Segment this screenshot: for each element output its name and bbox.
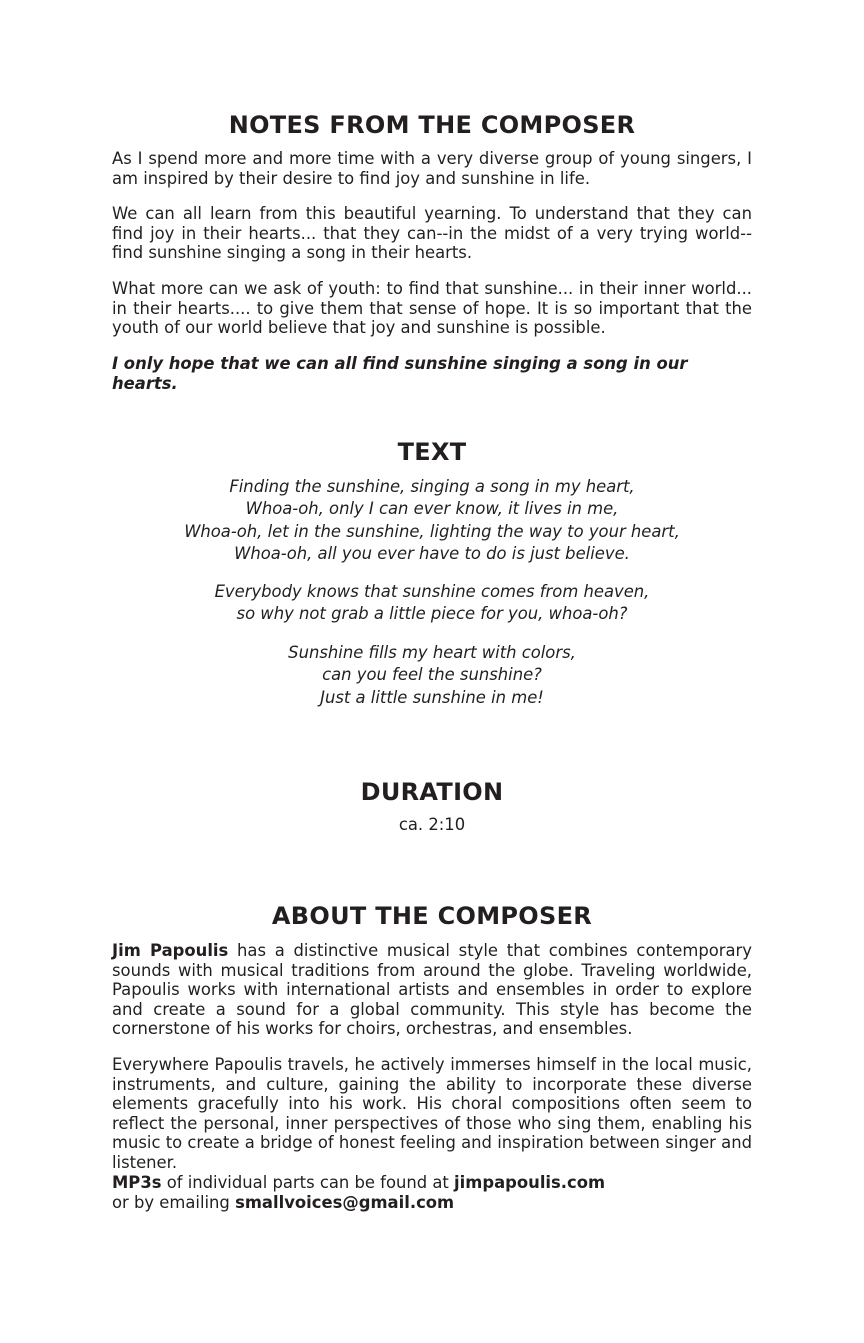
composer-name: Jim Papoulis xyxy=(112,941,229,960)
website-link[interactable]: jimpapoulis.com xyxy=(454,1173,606,1192)
lyric-line: Whoa-oh, only I can ever know, it lives in me, xyxy=(245,499,619,519)
email-link[interactable]: smallvoices@gmail.com xyxy=(235,1192,455,1212)
notes-paragraph-3: What more can we ask of youth: to find that sunshine... in their inner world... in their hearts.... to give them that sense of hope. It is so important that the youth of our world believe that joy and sunshine is possible. xyxy=(112,279,752,338)
duration-heading: DURATION xyxy=(360,778,504,806)
about-heading: ABOUT THE COMPOSER xyxy=(271,902,593,930)
lyric-line: Finding the sunshine, singing a song in my heart, xyxy=(229,477,635,496)
contact-info xyxy=(112,1173,752,1212)
text-heading: TEXT xyxy=(397,438,467,466)
about-paragraph-1 xyxy=(112,941,752,1039)
about-paragraph-1-text: has a distinctive musical style that combines contemporary sounds with musical traditions from around the globe. Traveling worldwide, Papoulis works with international artists and ensembles in order to explore and create a sound for a global community. This style has become the cornerstone of his works for choirs, orchestras, and ensembles. xyxy=(112,941,752,1039)
lyric-line: Whoa-oh, let in the sunshine, lighting the way to your heart, xyxy=(184,521,680,541)
lyrics-stanza-3 xyxy=(112,642,752,709)
lyrics-stanza-1 xyxy=(112,476,752,565)
lyric-line: Everybody knows that sunshine comes from heaven, xyxy=(214,582,650,601)
contact-row-email xyxy=(112,1193,752,1213)
mp3s-label: MP3s xyxy=(112,1173,162,1192)
contact-row-mp3s xyxy=(112,1173,752,1193)
lyrics-stanza-2 xyxy=(112,581,752,626)
notes-heading: NOTES FROM THE COMPOSER xyxy=(228,111,636,139)
notes-paragraph-2: We can all learn from this beautiful yearning. To understand that they can find joy in their hearts... that they can--in the midst of a very trying world--find sunshine singing a song in their hearts. xyxy=(112,204,752,263)
lyric-line: so why not grab a little piece for you, whoa-oh? xyxy=(236,604,628,624)
lyric-line: Just a little sunshine in me! xyxy=(320,687,544,707)
email-text: or by emailing xyxy=(112,1192,236,1212)
mp3s-text: of individual parts can be found at xyxy=(161,1173,455,1192)
notes-closing: I only hope that we can all find sunshine singing a song in our hearts. xyxy=(112,354,688,393)
duration-value: ca. 2:10 xyxy=(398,815,466,834)
lyric-line: Sunshine fills my heart with colors, xyxy=(288,643,576,662)
lyric-line: Whoa-oh, all you ever have to do is just believe. xyxy=(234,543,630,563)
lyric-line: can you feel the sunshine? xyxy=(322,665,542,685)
about-paragraph-2: Everywhere Papoulis travels, he actively immerses himself in the local music, instruments, and culture, gaining the ability to incorporate these diverse elements gracefully into his work. His choral compositions often seem to reflect the personal, inner perspectives of those who sing them, enabling his music to create a bridge of honest feeling and inspiration between singer and listener. xyxy=(112,1055,752,1172)
notes-paragraph-1: As I spend more and more time with a very diverse group of young singers, I am inspired by their desire to find joy and sunshine in life. xyxy=(112,149,752,188)
